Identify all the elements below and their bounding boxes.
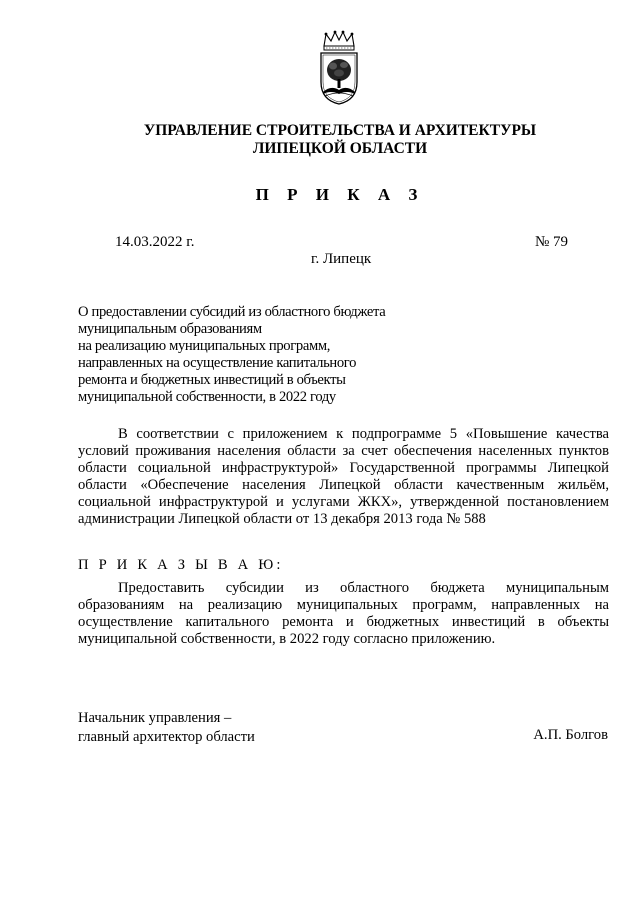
document-number: № 79 [534, 234, 568, 250]
document-city: г. Липецк [311, 251, 372, 267]
organization-name-line2: ЛИПЕЦКОЙ ОБЛАСТИ [252, 140, 428, 157]
order-word: П Р И К А З Ы В А Ю: [78, 557, 284, 573]
subject-line: О предоставлении субсидий из областного бюджета [78, 304, 386, 320]
document-date: 14.03.2022 г. [115, 234, 195, 250]
signatory-name: А.П. Болгов [533, 727, 608, 743]
lipetsk-coat-of-arms-icon [318, 30, 360, 106]
subject-line: ремонта и бюджетных инвестиций в объекты [78, 372, 346, 389]
document-subject [78, 304, 385, 407]
subject-line: муниципальным образованиям [78, 321, 262, 338]
subject-line: направленных на осуществление капитального [78, 355, 357, 372]
signatory-position-line1: Начальник управления – [78, 710, 232, 726]
subject-line: муниципальной собственности, в 2022 году [78, 389, 336, 406]
directive-paragraph: Предоставить субсидии из областного бюджета муниципальным образованиям на реализацию муниципальных программ, направленных на осуществление капитального ремонта и бюджетных инвестиций в объекты муниципальной собственности, в 2022 году согласно приложению. [78, 580, 609, 648]
organization-name-line1: УПРАВЛЕНИЕ СТРОИТЕЛЬСТВА И АРХИТЕКТУРЫ [143, 122, 537, 139]
signatory-position [78, 709, 255, 747]
subject-line: на реализацию муниципальных программ, [78, 338, 331, 355]
signatory-position-line2: главный архитектор области [78, 729, 255, 745]
preamble-paragraph: В соответствии с приложением к подпрограмме 5 «Повышение качества условий проживания населения области за счет обеспечения населенных пунктов области социальной инфраструктурой» Государственной программы Липецкой области «Обеспечение населения Липецкой области качественным жильём, социальной инфраструктурой и услугами ЖКХ», утвержденной постановлением администрации Липецкой области от 13 декабря 2013 года № 588 [78, 426, 609, 528]
document-type-title: П Р И К А З [255, 185, 425, 204]
